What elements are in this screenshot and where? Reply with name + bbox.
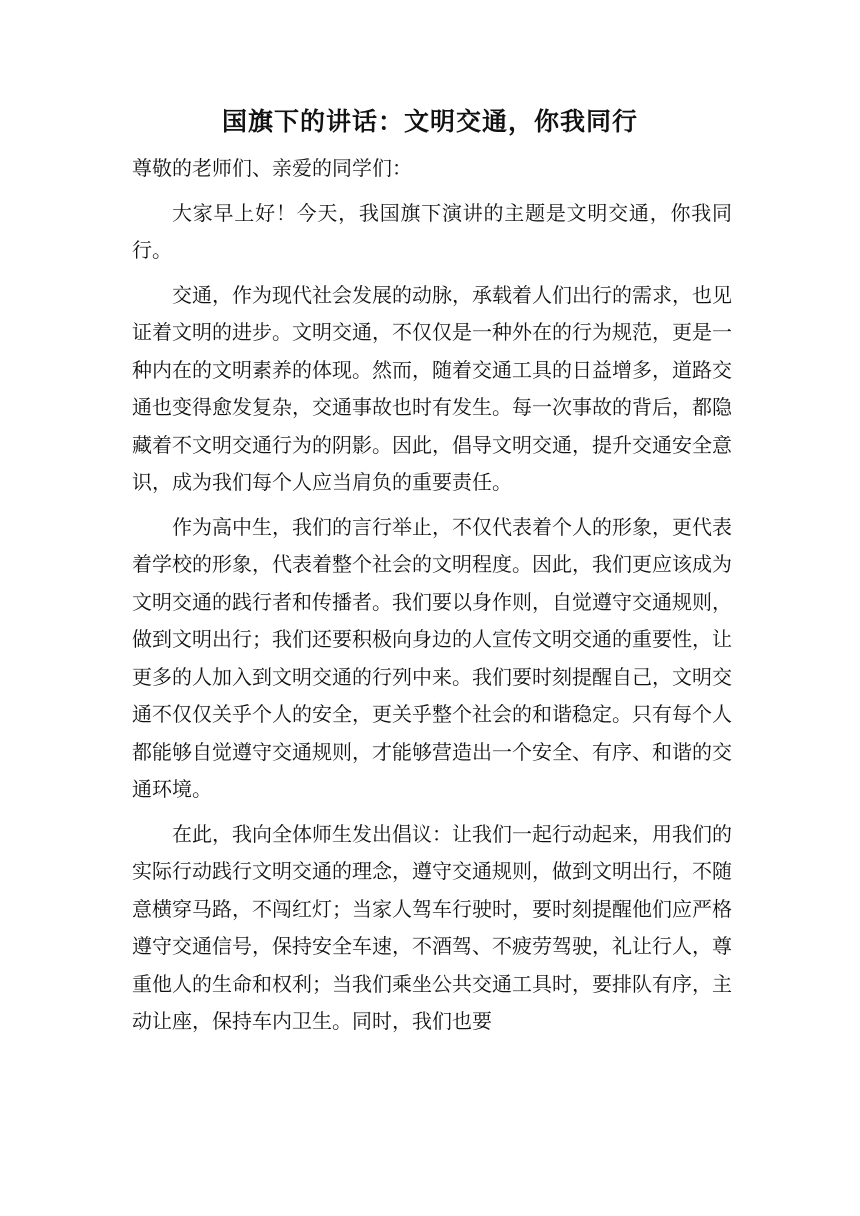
paragraph-4: 在此，我向全体师生发出倡议：让我们一起行动起来，用我们的实际行动践行文明交通的理念，遵守交通规则，做到文明出行，不随意横穿马路，不闯红灯；当家人驾车行驶时，要时刻提醒他们应严格遵守交通信号，保持安全车速，不酒驾、不疲劳驾驶，礼让行人，尊重他人的生命和权利；当我们乘坐公共交通工具时，要排队有序，主动让座，保持车内卫生。同时，我们也要 <box>132 821 732 1033</box>
paragraph-3: 作为高中生，我们的言行举止，不仅代表着个人的形象，更代表着学校的形象，代表着整个社会的文明程度。因此，我们更应该成为文明交通的践行者和传播者。我们要以身作则，自觉遵守交通规则，做到文明出行；我们还要积极向身边的人宣传文明交通的重要性，让更多的人加入到文明交通的行列中来。我们要时刻提醒自己，文明交通不仅仅关乎个人的安全，更关乎整个社会的和谐稳定。只有每个人都能够自觉遵守交通规则，才能够营造出一个安全、有序、和谐的交通环境。 <box>132 514 732 801</box>
paragraph-1: 大家早上好！今天，我国旗下演讲的主题是文明交通，你我同行。 <box>132 200 732 262</box>
paragraph-2: 交通，作为现代社会发展的动脉，承载着人们出行的需求，也见证着文明的进步。文明交通，不仅仅是一种外在的行为规范，更是一种内在的文明素养的体现。然而，随着交通工具的日益增多，道路交通也变得愈发复杂，交通事故也时有发生。每一次事故的背后，都隐藏着不文明交通行为的阴影。因此，倡导文明交通，提升交通安全意识，成为我们每个人应当肩负的重要责任。 <box>132 282 732 494</box>
greeting-line: 尊敬的老师们、亲爱的同学们： <box>132 156 412 180</box>
document-body <box>132 150 732 1048</box>
page-title: 国旗下的讲话：文明交通，你我同行 <box>221 107 638 136</box>
